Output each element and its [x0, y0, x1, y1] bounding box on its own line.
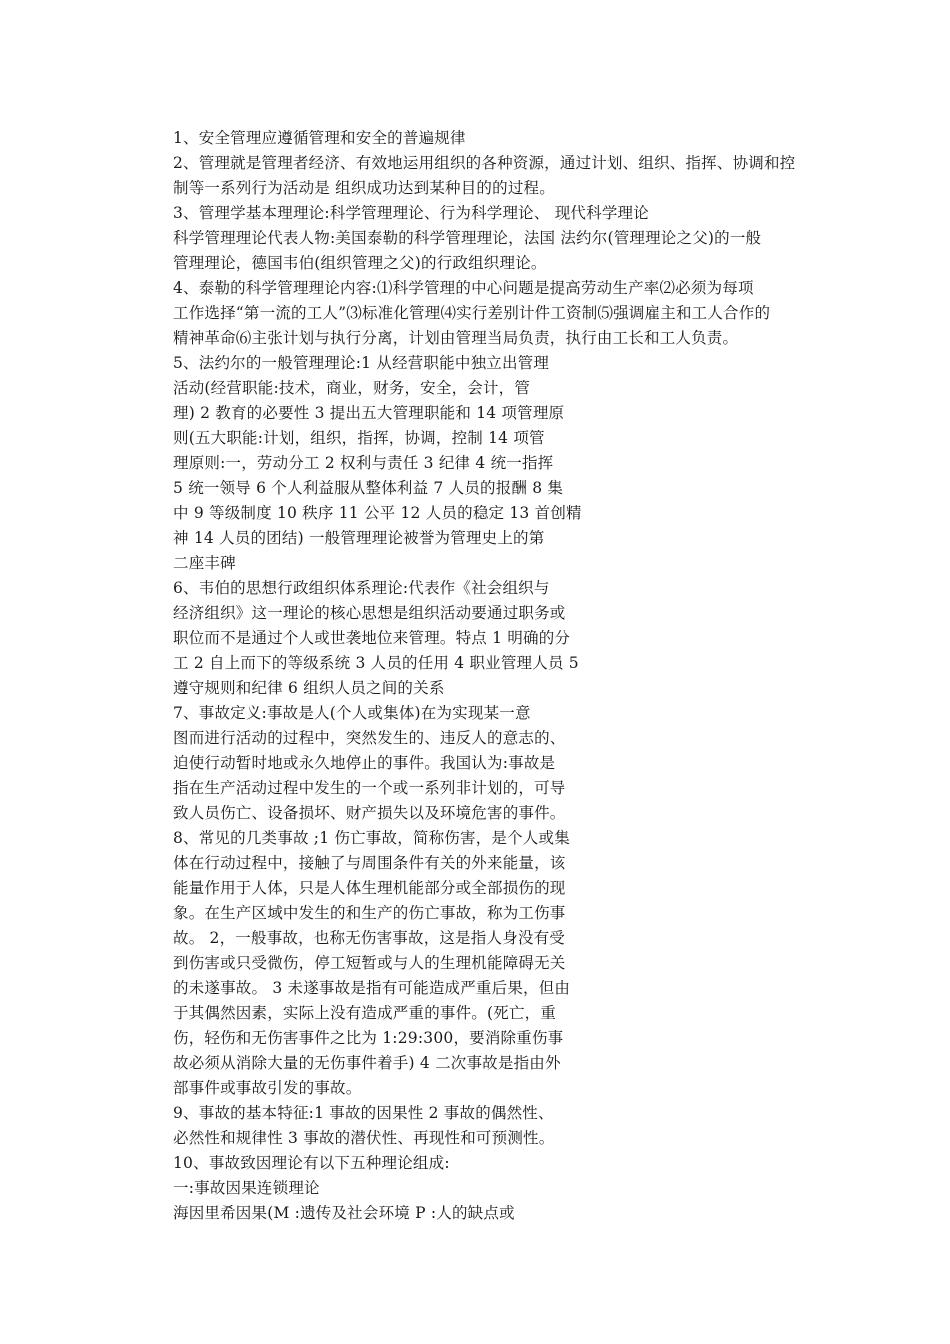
text-line: 理) 2 教育的必要性 3 提出五大管理职能和 14 项管理原	[173, 404, 565, 422]
text-line: 神 14 人员的团结) 一般管理理论被誉为管理史上的第	[173, 529, 545, 547]
text-line: 二座丰碑	[173, 554, 236, 572]
text-line: 故必须从消除大量的无伤事件着手) 4 二次事故是指由外	[173, 1054, 561, 1072]
text-line: 遵守规则和纪律 6 组织人员之间的关系	[173, 679, 445, 697]
text-line: 迫使行动暂时地或永久地停止的事件。我国认为:事故是	[173, 754, 556, 772]
text-line: 8、常见的几类事故 ;1 伤亡事故，简称伤害，是个人或集	[173, 829, 570, 847]
text-line: 体在行动过程中，接触了与周围条件有关的外来能量，该	[173, 854, 566, 872]
text-line: 图而进行活动的过程中，突然发生的、违反人的意志的、	[173, 729, 566, 747]
text-line: 10、事故致因理论有以下五种理论组成:	[173, 1154, 450, 1172]
text-line: 职位而不是通过个人或世袭地位来管理。特点 1 明确的分	[173, 629, 571, 647]
text-line: 伤，轻伤和无伤害事件之比为 1:29:300，要消除重伤事	[173, 1029, 564, 1047]
text-line: 5 统一领导 6 个人利益服从整体利益 7 人员的报酬 8 集	[173, 479, 564, 497]
text-line: 工 2 自上而下的等级系统 3 人员的任用 4 职业管理人员 5	[173, 654, 579, 672]
text-line: 故。 2，一般事故，也称无伤害事故，这是指人身没有受	[173, 929, 565, 947]
text-line: 中 9 等级制度 10 秩序 11 公平 12 人员的稳定 13 首创精	[173, 504, 582, 522]
text-line: 2、管理就是管理者经济、有效地运用组织的各种资源，通过计划、组织、指挥、协调和控	[173, 154, 796, 172]
text-line: 6、韦伯的思想行政组织体系理论:代表作《社会组织与	[173, 579, 550, 597]
text-line: 4、泰勒的科学管理理论内容:⑴科学管理的中心问题是提高劳动生产率⑵必须为每项	[173, 279, 754, 297]
text-line: 制等一系列行为活动是 组织成功达到某种目的的过程。	[173, 179, 555, 197]
text-line: 的未遂事故。 3 未遂事故是指有可能造成严重后果，但由	[173, 979, 571, 997]
text-line: 则(五大职能:计划，组织，指挥，协调，控制 14 项管	[173, 429, 545, 447]
text-line: 指在生产活动过程中发生的一个或一系列非计划的，可导	[173, 779, 566, 797]
text-line: 理原则:一，劳动分工 2 权利与责任 3 纪律 4 统一指挥	[173, 454, 554, 472]
text-line: 5、法约尔的一般管理理论:1 从经营职能中独立出管理	[173, 354, 550, 372]
text-line: 致人员伤亡、设备损坏、财产损失以及环境危害的事件。	[173, 804, 566, 822]
text-line: 海因里希因果(M :遗传及社会环境 P :人的缺点或	[173, 1204, 515, 1222]
text-line: 工作选择“第一流的工人”⑶标准化管理⑷实行差别计件工资制⑸强调雇主和工人合作的	[173, 304, 771, 322]
text-line: 9、事故的基本特征:1 事故的因果性 2 事故的偶然性、	[173, 1104, 554, 1122]
text-line: 于其偶然因素，实际上没有造成严重的事件。(死亡，重	[173, 1004, 557, 1022]
text-line: 活动(经营职能:技术，商业，财务，安全，会计，管	[173, 379, 531, 397]
text-line: 必然性和规律性 3 事故的潜伏性、再现性和可预测性。	[173, 1129, 555, 1147]
text-line: 3、管理学基本理理论:科学管理理论、行为科学理论、 现代科学理论	[173, 204, 649, 222]
text-line: 一:事故因果连锁理论	[173, 1179, 320, 1197]
text-line: 1、安全管理应遵循管理和安全的普遍规律	[173, 129, 466, 147]
text-line: 精神革命⑹主张计划与执行分离，计划由管理当局负责，执行由工长和工人负责。	[173, 329, 739, 347]
text-line: 部事件或事故引发的事故。	[173, 1079, 362, 1097]
text-line: 经济组织》这一理论的核心思想是组织活动要通过职务或	[173, 604, 566, 622]
text-line: 到伤害或只受微伤，停工短暂或与人的生理机能障碍无关	[173, 954, 566, 972]
text-line: 科学管理理论代表人物:美国泰勒的科学管理理论，法国 法约尔(管理理论之父)的一般	[173, 229, 762, 247]
text-line: 能量作用于人体，只是人体生理机能部分或全部损伤的现	[173, 879, 566, 897]
text-line: 象。在生产区域中发生的和生产的伤亡事故，称为工伤事	[173, 904, 566, 922]
text-line: 管理理论，德国韦伯(组织管理之父)的行政组织理论。	[173, 254, 547, 272]
text-line: 7、事故定义:事故是人(个人或集体)在为实现某一意	[173, 704, 531, 722]
